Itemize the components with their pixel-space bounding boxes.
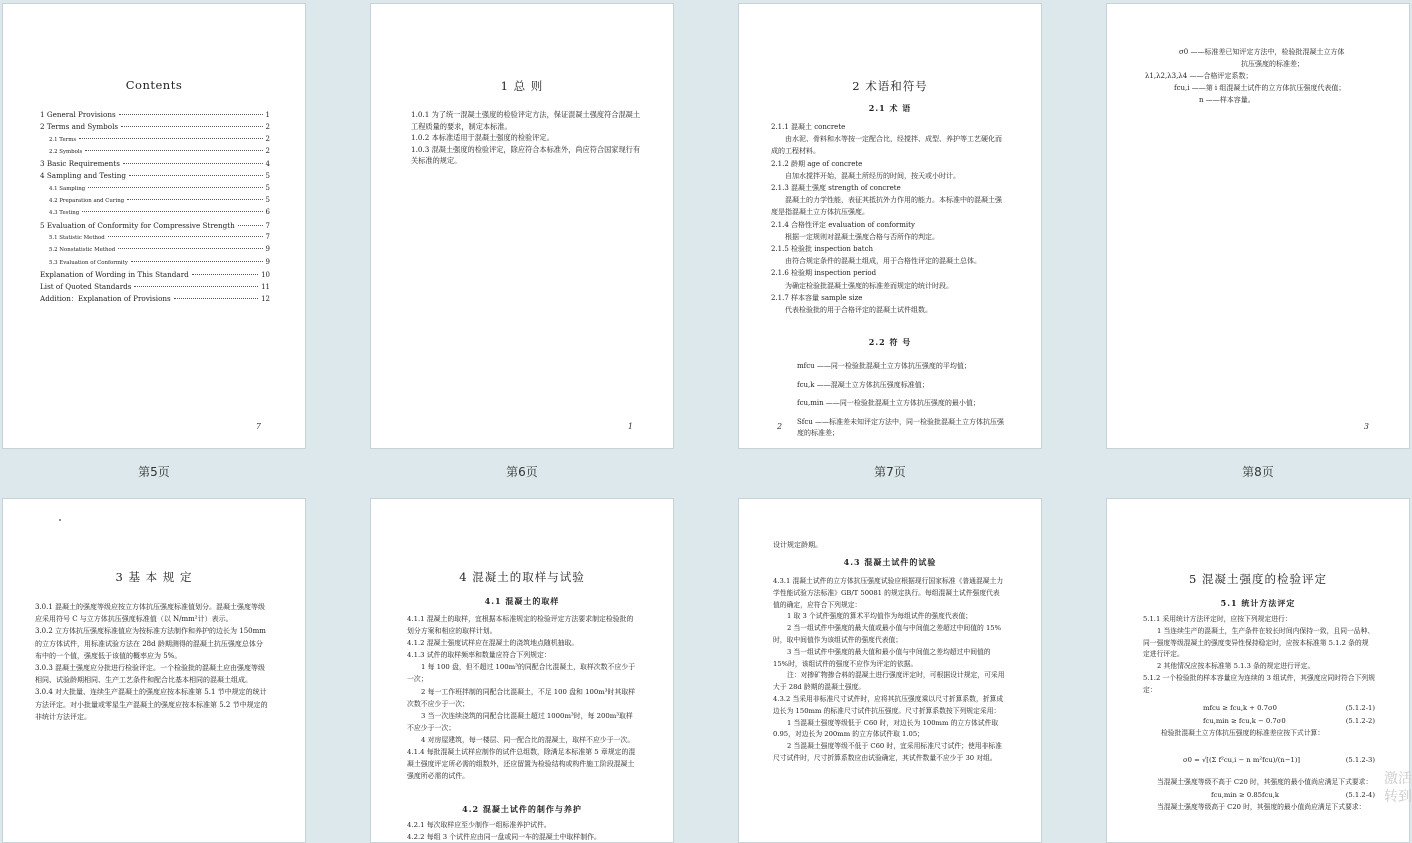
toc-entry — [40, 233, 270, 245]
toc-entry-title: 4 Sampling and Testing — [40, 171, 126, 181]
equation-expr: mfcu ≥ fcu,k + 0.7σ0 — [1203, 704, 1277, 712]
activation-watermark — [1384, 770, 1412, 806]
paragraph: 1.0.1 为了统一混凝土强度的检验评定方法，保证混凝土强度符合混凝土工程质量的要求，制定本标准。 — [411, 110, 641, 131]
toc-entry-page: 2 — [265, 146, 270, 155]
page-body — [411, 109, 641, 167]
paragraph: 由符合规定条件的混凝土组成，用于合格性评定的混凝土总体。 — [785, 257, 981, 266]
toc-entry-page: 5 — [265, 172, 270, 181]
toc-entry-title: Addition：Explanation of Provisions — [40, 294, 171, 304]
symbol-line: fcu,i ——第 i 组混凝土试件的立方体抗压强度代表值； — [1174, 84, 1346, 92]
equation — [1143, 789, 1375, 802]
paragraph: 1 当混凝土强度等级低于 C60 时，对边长为 100mm 的立方体试件取 0.95，对边长为 200mm 的立方体试件取 1.05； — [773, 718, 999, 739]
page-thumbnail-6[interactable] — [370, 3, 674, 449]
paragraph: fcu,k ——混凝土立方体抗压强度标准值； — [797, 380, 929, 389]
paragraph: 1.0.3 混凝土强度的检验评定，除应符合本标准外，尚应符合国家现行有关标准的规定。 — [411, 144, 641, 165]
toc-entry — [40, 282, 270, 294]
toc-entry-title: 5.3 Evaluation of Conformity — [49, 259, 128, 266]
paragraph: 4 对房屋建筑，每一楼层、同一配合比的混凝土，取样不应少于一次。 — [421, 735, 635, 744]
equation-block — [1143, 702, 1375, 814]
toc-entry-page: 7 — [265, 221, 270, 230]
toc-entry — [40, 147, 270, 159]
toc-entry-title: 4.1 Sampling — [49, 185, 86, 192]
toc-entry — [40, 221, 270, 233]
page-thumbnail-7[interactable] — [738, 3, 1042, 449]
paragraph: 由水泥、骨料和水等按一定配合比，经搅拌、成型、养护等工艺硬化而成的工程材料。 — [771, 135, 1002, 156]
page-body — [773, 576, 1005, 765]
page-thumbnail-11[interactable] — [738, 498, 1042, 843]
paragraph: 3 当一次连续浇筑的同配合比混凝土超过 1000m³时，每 200m³取样不应少于一次； — [407, 711, 633, 732]
paragraph: 2 当一组试件中强度的最大值或最小值与中间值之差超过中间值的 15%时，取中间值作为该组试件的强度代表值； — [773, 624, 1002, 644]
symbol-list — [797, 354, 1007, 447]
toc-entry-title: 4.3 Testing — [49, 210, 80, 217]
toc-entry-page: 12 — [261, 295, 270, 304]
paragraph: 3 当一组试件中强度的最大值和最小值与中间值之差均超过中间值的 15%时，该组试件的强度不应作为评定的依据。 — [773, 647, 991, 668]
toc-leader — [85, 150, 262, 151]
symbol-line: λ1,λ2,λ3,λ4 ——合格评定系数； — [1145, 72, 1253, 80]
toc-entry — [40, 159, 270, 171]
page-caption[interactable]: 第8页 — [1242, 465, 1274, 479]
watermark-line: 激活 — [1384, 771, 1412, 787]
paragraph: 3.0.3 混凝土强度应分批进行检验评定。一个检验批的混凝土应由强度等级相同、试验龄期相同、生产工艺条件和配合比基本相同的混凝土组成。 — [35, 664, 266, 685]
page-title: 4 混凝土的取样与试验 — [459, 570, 585, 584]
paragraph: 4.1.4 每批混凝土试样应制作的试件总组数，除满足本标准第 5 章规定的混凝土强度评定所必需的组数外，还应留置为检验结构或构件施工阶段混凝土强度所必需的试件。 — [407, 748, 636, 781]
toc-entry — [40, 258, 270, 270]
toc-entry — [40, 135, 270, 147]
toc-leader — [88, 187, 262, 188]
paragraph: 2.1.4 合格性评定 evaluation of conformity — [771, 220, 915, 229]
page-body — [35, 601, 269, 723]
table-of-contents — [40, 110, 270, 307]
paragraph: 1.0.2 本标准适用于混凝土强度的检验评定。 — [411, 133, 554, 142]
equation — [1143, 702, 1375, 715]
page-title: 2 术语和符号 — [852, 79, 928, 93]
toc-entry-page: 7 — [265, 232, 270, 241]
equation-expr: fcu,min ≥ fcu,k − 0.7σ0 — [1203, 716, 1286, 725]
toc-entry — [40, 184, 270, 196]
toc-entry — [40, 245, 270, 257]
page-thumbnail-9[interactable] — [2, 498, 306, 843]
paragraph: 混凝土的力学性能，表征其抵抗外力作用的能力。本标准中的混凝土强度是指混凝土立方体抗压强度。 — [771, 196, 1002, 217]
toc-entry-title: 2.1 Terms — [49, 136, 77, 143]
paragraph: 当混凝土强度等级不高于 C20 时，其强度的最小值尚应满足下式要求： — [1157, 778, 1373, 786]
section-heading: 5.1 统计方法评定 — [1220, 598, 1296, 608]
page-number: 1 — [627, 422, 633, 431]
paragraph: mfcu ——同一检验批混凝土立方体抗压强度的平均值； — [797, 362, 971, 370]
page-title: 1 总 则 — [500, 79, 544, 93]
page-body — [1143, 614, 1375, 697]
paragraph: 2.1.5 检验批 inspection batch — [771, 245, 874, 254]
toc-entry-title: 2.2 Symbols — [49, 148, 83, 155]
symbol-line: n ——样本容量。 — [1199, 96, 1255, 104]
paragraph: 2.1.3 混凝土强度 strength of concrete — [771, 184, 901, 193]
paragraph: 2 每一工作班拌制的同配合比混凝土，不足 100 盘和 100m³时其取样次数不应少于一次； — [407, 687, 636, 708]
paragraph: 3.0.2 立方体抗压强度标准值应为按标准方法制作和养护的边长为 150mm 的立方体试件，用标准试验方法在 28d 龄期测得的混凝土抗压强度总体分布中的一个值，强度低于该值的概率应为 5%。 — [35, 627, 266, 660]
page-number: 3 — [1363, 422, 1369, 431]
toc-entry-page: 1 — [265, 111, 270, 119]
toc-leader — [131, 261, 263, 262]
symbol-line: 抗压强度的标准差； — [1241, 60, 1304, 68]
toc-leader — [127, 199, 262, 200]
paragraph: 检验批混凝土立方体抗压强度的标准差应按下式计算： — [1161, 729, 1325, 737]
paragraph: 注：对掺矿物掺合料的混凝土进行强度评定时，可根据设计规定，可采用大于 28d 龄期的混凝土强度。 — [773, 671, 1005, 692]
paragraph: 4.1.1 混凝土的取样，宜根据本标准规定的检验评定方法要求制定检验批的划分方案和相应的取样计划。 — [407, 615, 634, 636]
paragraph: 1 取 3 个试件强度的算术平均值作为每组试件的强度代表值； — [787, 612, 973, 621]
toc-entry — [40, 294, 270, 306]
equation-expr: fcu,min ≥ 0.85fcu,k — [1211, 790, 1279, 799]
paragraph: 2.1.1 混凝土 concrete — [771, 123, 846, 131]
toc-entry-page: 10 — [261, 270, 270, 279]
section-heading: 4.2 混凝土试件的制作与养护 — [462, 804, 582, 814]
toc-entry-title: 5.2 Nonstatistic Method — [49, 247, 116, 254]
toc-leader — [238, 225, 263, 226]
toc-entry-title: 5 Evaluation of Conformity for Compressive Strength — [40, 220, 235, 230]
page-thumbnail-12[interactable] — [1106, 498, 1410, 843]
paragraph: 当混凝土强度等级高于 C20 时，其强度的最小值尚应满足下式要求： — [1157, 803, 1366, 811]
equation — [1143, 754, 1375, 767]
section-heading: 4.3 混凝土试件的试验 — [843, 557, 937, 567]
paragraph: Sfcu ——标准差未知评定方法中，同一检验批混凝土立方体抗压强度的标准差； — [797, 417, 1005, 437]
equation-expr: σ0 = √[(Σ f²cu,i − n m²fcu)/(n−1)] — [1183, 755, 1301, 764]
watermark-line: 转到 — [1384, 789, 1412, 805]
toc-entry-page: 11 — [261, 283, 270, 292]
page-caption[interactable]: 第6页 — [506, 465, 538, 479]
paragraph: 4.1.2 混凝土强度试样应在混凝土的浇筑地点随机抽取。 — [407, 639, 579, 648]
paragraph: fcu,min ——同一检验批混凝土立方体抗压强度的最小值； — [797, 399, 980, 407]
toc-entry — [40, 171, 270, 183]
page-caption[interactable]: 第5页 — [138, 465, 170, 479]
toc-leader — [108, 236, 263, 237]
paragraph: 4.3.1 混凝土试件的立方体抗压强度试验应根据现行国家标准《普通混凝土力学性能试验方法标准》GB/T 50081 的规定执行。每组混凝土试件强度代表值的确定，应符合下列规定： — [773, 577, 1004, 609]
section-heading: 2.2 符 号 — [868, 337, 912, 347]
toc-entry-title: 5.1 Statistic Method — [49, 234, 105, 241]
paragraph: 2.1.7 样本容量 sample size — [771, 293, 863, 302]
toc-leader — [119, 114, 263, 115]
toc-entry-page: 9 — [265, 257, 270, 266]
toc-entry-title: 1 General Provisions — [40, 110, 116, 119]
toc-entry-title: 4.2 Preparation and Curing — [49, 198, 125, 205]
toc-entry — [40, 122, 270, 134]
paragraph: 自加水搅拌开始，混凝土所经历的时间，按天或小时计。 — [785, 171, 960, 180]
toc-leader — [134, 286, 258, 287]
toc-entry — [40, 208, 270, 220]
toc-leader — [118, 248, 262, 249]
page-body — [771, 121, 1003, 316]
page-body — [407, 613, 639, 782]
toc-entry-page: 5 — [265, 196, 270, 205]
toc-leader — [174, 298, 258, 299]
equation-number: (5.1.2-4) — [1345, 790, 1375, 799]
toc-leader — [79, 138, 262, 139]
page-thumbnail-8[interactable] — [1106, 3, 1410, 449]
paragraph: 设计规定龄期。 — [773, 541, 822, 549]
symbol-line: σ0 ——标准差已知评定方法中，检验批混凝土立方体 — [1179, 48, 1345, 56]
toc-entry-title: Explanation of Wording in This Standard — [40, 269, 189, 279]
page-number: 7 — [255, 422, 261, 431]
toc-leader — [123, 163, 263, 164]
toc-entry-page: 9 — [265, 245, 270, 254]
toc-leader — [82, 211, 262, 212]
page-thumbnail-10[interactable] — [370, 498, 674, 843]
symbol-list — [1145, 46, 1385, 106]
paragraph: 4.2.1 每次取样应至少制作一组标准养护试件。 — [407, 821, 551, 829]
toc-entry — [40, 110, 270, 122]
page-thumbnail-5[interactable] — [2, 3, 306, 449]
paragraph: 5.1.2 一个检验批的样本容量应为连续的 3 组试件，其强度应同时符合下列规定： — [1143, 673, 1376, 694]
toc-leader — [129, 175, 263, 176]
paragraph: 2.1.6 检验期 inspection period — [771, 269, 877, 278]
paragraph: 代表检验批的用于合格评定的混凝土试件组数。 — [785, 306, 932, 315]
equation — [1143, 715, 1375, 728]
toc-entry — [40, 196, 270, 208]
page-caption[interactable]: 第7页 — [874, 465, 906, 479]
paragraph: 4.3.2 当采用非标准尺寸试件时，应将其抗压强度乘以尺寸折算系数，折算成边长为 150mm 的标准尺寸试件抗压强度。尺寸折算系数按下列规定采用： — [773, 694, 1004, 715]
paragraph: 3.0.1 混凝土的强度等级应按立方体抗压强度标准值划分。混凝土强度等级应采用符号 C 与立方体抗压强度标准值（以 N/mm²计）表示。 — [35, 603, 266, 624]
toc-entry-title: List of Quoted Standards — [40, 282, 132, 292]
paragraph: 1 当连续生产的混凝土，生产条件在较长时间内保持一致，且同一品种、同一强度等级混凝土的强度变异性保持稳定时，应按本标准第 5.1.2 条的规定进行评定。 — [1143, 626, 1375, 659]
toc-entry — [40, 270, 270, 282]
paragraph: 2 其他情况应按本标准第 5.1.3 条的规定进行评定。 — [1157, 662, 1315, 671]
toc-entry-page: 6 — [265, 208, 270, 217]
toc-entry-title: 3 Basic Requirements — [40, 159, 120, 169]
page-title: 3 基 本 规 定 — [115, 570, 193, 584]
page-number: 2 — [777, 422, 783, 431]
paragraph: 4.1.3 试件的取样频率和数量应符合下列规定： — [407, 651, 551, 660]
paragraph: 2.1.2 龄期 age of concrete — [771, 159, 863, 168]
section-heading: 2.1 术 语 — [868, 103, 912, 113]
paragraph: 根据一定规则对混凝土强度合格与否所作的判定。 — [785, 232, 939, 241]
equation-number: (5.1.2-2) — [1345, 716, 1375, 725]
toc-entry-page: 4 — [265, 160, 270, 169]
equation-number: (5.1.2-3) — [1345, 755, 1375, 764]
page-title: Contents — [125, 78, 183, 92]
paragraph: 5.1.1 采用统计方法评定时，应按下列规定进行： — [1143, 615, 1292, 623]
toc-entry-page: 5 — [265, 183, 270, 192]
paragraph: 2 当混凝土强度等级不低于 C60 时，宜采用标准尺寸试件；使用非标准尺寸试件时，尺寸折算系数应由试验确定，其试件数量不应少于 30 对组。 — [773, 742, 1002, 762]
page-speck — [59, 519, 61, 521]
toc-leader — [192, 274, 258, 275]
page-body-head — [773, 539, 1005, 551]
paragraph: 3.0.4 对大批量、连续生产混凝土的强度应按本标准第 5.1 节中规定的统计方法评定。对小批量或零星生产混凝土的强度应按本标准第 5.2 节中规定的非统计方法评定。 — [35, 688, 268, 721]
paragraph: 1 每 100 盘，但不超过 100m³的同配合比混凝土，取样次数不应少于一次； — [407, 663, 636, 684]
section-heading: 4.1 混凝土的取样 — [484, 596, 560, 606]
toc-leader — [121, 126, 262, 127]
toc-entry-page: 2 — [265, 123, 270, 132]
toc-entry-title: 2 Terms and Symbols — [40, 122, 119, 132]
page-body-tail — [407, 819, 639, 843]
toc-entry-page: 2 — [265, 134, 270, 143]
paragraph: 4.2.2 每组 3 个试件应由同一盘或同一车的混凝土中取样制作。 — [407, 833, 601, 841]
page-title: 5 混凝土强度的检验评定 — [1189, 572, 1327, 586]
paragraph: 为确定检验批混凝土强度的标准差而规定的统计时段。 — [785, 281, 953, 290]
equation-number: (5.1.2-1) — [1345, 704, 1375, 712]
